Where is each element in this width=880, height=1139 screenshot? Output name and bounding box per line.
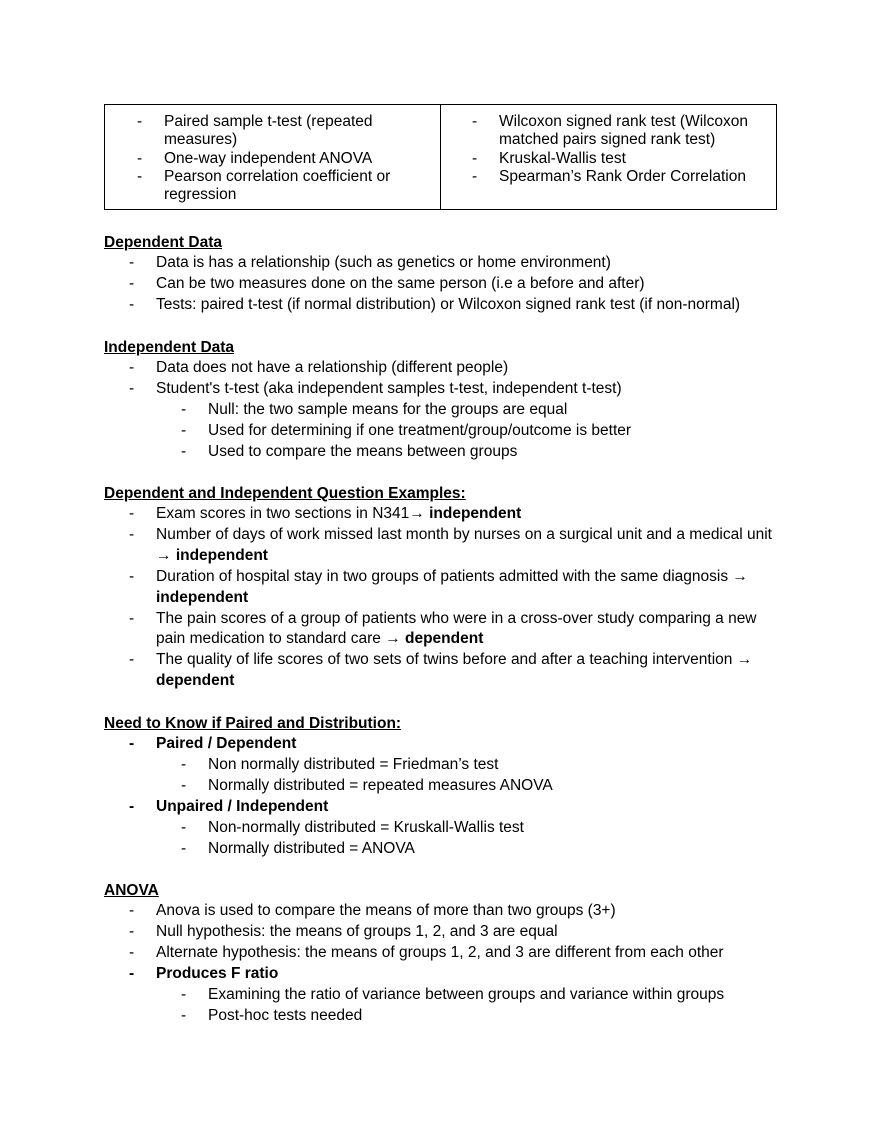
list-item: - Anova is used to compare the means of more than two groups (3+) <box>104 901 784 922</box>
dependent-data-section <box>104 232 784 316</box>
bullet-dash: - <box>129 902 135 919</box>
list-item: - Paired sample t-test (repeated measures) <box>137 113 373 149</box>
bullet-dash: - <box>129 735 135 752</box>
bullet-dash: - <box>137 167 143 185</box>
nonparametric-tests-cell <box>441 105 776 209</box>
bullet-dash: - <box>472 149 478 167</box>
bullet-dash: - <box>137 113 143 130</box>
section-heading: Independent Data <box>104 339 235 356</box>
list-item: - Data is has a relationship (such as genetics or home environment) <box>104 253 784 274</box>
paired-distribution-section <box>104 713 784 859</box>
list-subitem: - Used for determining if one treatment/group/outcome is better <box>104 421 784 442</box>
bullet-dash: - <box>129 505 135 522</box>
tests-comparison-table <box>104 104 777 210</box>
independent-data-list <box>104 358 784 463</box>
list-subitem: - Non normally distributed = Friedman’s test <box>104 755 784 776</box>
bullet-dash: - <box>129 943 135 961</box>
list-item: - Alternate hypothesis: the means of groups 1, 2, and 3 are different from each other <box>104 943 784 964</box>
bullet-dash: - <box>181 776 187 794</box>
bullet-dash: - <box>129 567 135 585</box>
list-subitem: - Post-hoc tests needed <box>104 1006 784 1027</box>
list-item: - Student's t-test (aka independent samples t-test, independent t-test) <box>104 379 784 400</box>
bullet-dash: - <box>129 254 135 271</box>
list-subitem: - Examining the ratio of variance between groups and variance within groups <box>104 985 784 1006</box>
list-subitem: - Used to compare the means between groups <box>104 442 784 463</box>
list-item: - Exam scores in two sections in N341→ independent <box>104 504 784 525</box>
section-heading: Dependent Data <box>104 234 222 251</box>
bullet-dash: - <box>472 167 478 185</box>
example-answer: independent <box>156 588 249 606</box>
bullet-dash: - <box>129 651 135 669</box>
bullet-dash: - <box>181 442 187 460</box>
bullet-dash: - <box>129 525 135 543</box>
bullet-dash: - <box>472 113 478 130</box>
example-answer: independent <box>175 546 268 564</box>
bullet-dash: - <box>129 609 135 627</box>
bullet-dash: - <box>181 1006 187 1024</box>
bullet-dash: - <box>181 818 187 836</box>
bullet-dash: - <box>129 359 135 376</box>
bullet-dash: - <box>181 400 187 418</box>
independent-data-section <box>104 337 784 463</box>
list-item: - Null hypothesis: the means of groups 1, 2, and 3 are equal <box>104 922 784 943</box>
list-subitem: - Normally distributed = ANOVA <box>104 839 784 860</box>
dependent-data-list <box>104 253 784 316</box>
list-item: - Kruskal-Wallis test <box>472 149 626 167</box>
list-item: - Spearman’s Rank Order Correlation <box>472 167 746 185</box>
example-answer: dependent <box>405 630 484 648</box>
bullet-dash: - <box>181 755 187 773</box>
group-label: - Unpaired / Independent <box>104 797 784 818</box>
bullet-dash: - <box>129 797 135 815</box>
question-examples-section <box>104 483 784 692</box>
parametric-tests-list <box>137 113 407 204</box>
bullet-dash: - <box>129 922 135 940</box>
group-label: - Produces F ratio <box>104 964 784 985</box>
bullet-dash: - <box>129 379 135 397</box>
list-item: - Duration of hospital stay in two groups of patients admitted with the same diagnosis → independent <box>129 567 748 606</box>
list-subitem: - Non-normally distributed = Kruskall-Wallis test <box>104 818 784 839</box>
paired-distribution-list <box>104 734 784 859</box>
bullet-dash: - <box>129 964 135 982</box>
bullet-dash: - <box>129 295 135 313</box>
list-item: - Wilcoxon signed rank test (Wilcoxon matched pairs signed rank test) <box>472 113 748 149</box>
nonparametric-tests-list <box>472 113 762 186</box>
example-answer: dependent <box>156 672 235 690</box>
section-heading: Need to Know if Paired and Distribution: <box>104 715 402 732</box>
anova-section <box>104 880 784 1026</box>
parametric-tests-cell <box>105 105 441 209</box>
example-answer: independent <box>429 505 522 522</box>
bullet-dash: - <box>137 149 143 167</box>
bullet-dash: - <box>181 985 187 1003</box>
list-item: - Number of days of work missed last month by nurses on a surgical unit and a medical unit → independent <box>129 525 772 564</box>
list-item: - The pain scores of a group of patients who were in a cross-over study comparing a new pain medication to standard care → dependent <box>129 609 757 648</box>
bullet-dash: - <box>129 274 135 292</box>
list-item: - Pearson correlation coefficient or regression <box>137 167 391 204</box>
bullet-dash: - <box>181 421 187 439</box>
list-item: - Tests: paired t-test (if normal distribution) or Wilcoxon signed rank test (if non-normal) <box>104 295 784 316</box>
list-item: - Data does not have a relationship (different people) <box>104 358 784 379</box>
section-heading: ANOVA <box>104 882 159 899</box>
list-item: - One-way independent ANOVA <box>137 149 373 167</box>
question-examples-list <box>104 504 784 692</box>
section-heading: Dependent and Independent Question Examples: <box>104 485 466 502</box>
bullet-dash: - <box>181 839 187 857</box>
list-item: - Can be two measures done on the same person (i.e a before and after) <box>104 274 784 295</box>
list-subitem: - Null: the two sample means for the groups are equal <box>104 400 784 421</box>
group-label: - Paired / Dependent <box>104 734 784 755</box>
list-subitem: - Normally distributed = repeated measures ANOVA <box>104 776 784 797</box>
anova-list <box>104 901 784 1026</box>
list-item: - The quality of life scores of two sets of twins before and after a teaching intervention → dependent <box>129 651 753 690</box>
